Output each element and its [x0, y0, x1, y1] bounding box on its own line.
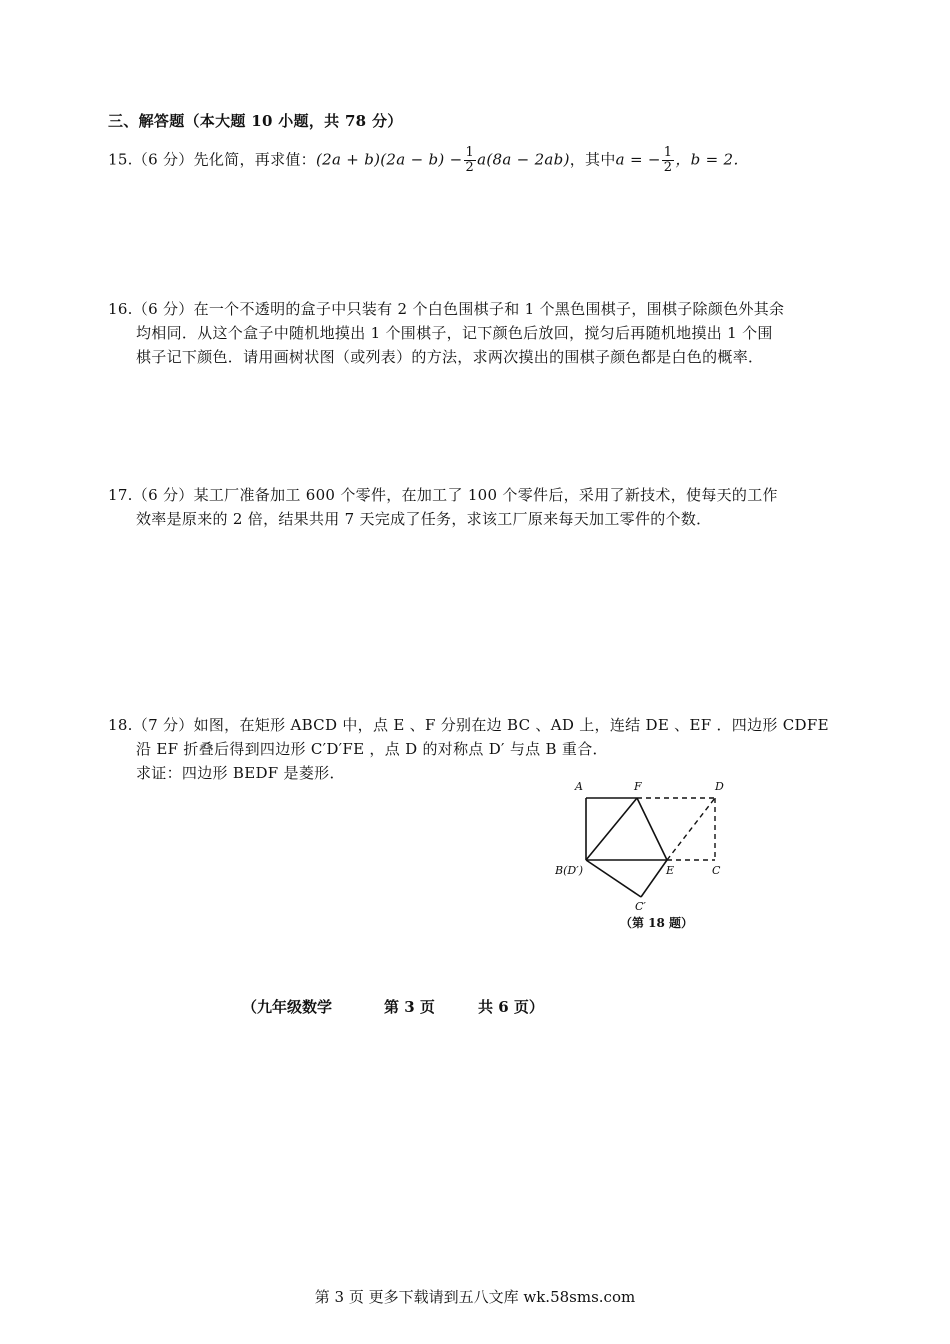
q15-a-num: 1	[663, 145, 673, 160]
edge-FE	[637, 798, 667, 860]
footer-total: 共 6 页）	[478, 998, 544, 1016]
edge-ED-dashed	[667, 798, 715, 860]
edge-C-prime-E	[641, 860, 667, 897]
q15-fraction	[464, 146, 477, 175]
q15-b-eq: ，b = 2．	[675, 150, 749, 169]
edge-BF	[586, 798, 637, 860]
q15-a-den: 2	[663, 160, 673, 175]
q15-points: （6 分）	[132, 150, 194, 169]
q15-lead: 先化简，再求值：	[193, 150, 316, 169]
question-15	[108, 146, 749, 175]
label-F: F	[634, 780, 642, 793]
q16-number: 16.	[108, 300, 133, 318]
q17-number: 17.	[108, 486, 133, 504]
label-C-prime: C′	[635, 900, 646, 913]
label-D: D	[715, 780, 724, 793]
q16-line2: 均相同．从这个盒子中随机地摸出 1 个围棋子，记下颜色后放回，搅匀后再随机地摸出 1 个围	[136, 324, 773, 342]
q15-frac-num: 1	[465, 145, 475, 160]
q17-line1: 某工厂准备加工 600 个零件，在加工了 100 个零件后，采用了新技术，使每天的工作	[193, 486, 778, 504]
q17-line2: 效率是原来的 2 倍，结果共用 7 天完成了任务，求该工厂原来每天加工零件的个数．	[136, 510, 712, 528]
q17-points: （6 分）	[132, 486, 194, 504]
q18-line2: 沿 EF 折叠后得到四边形 C′D′FE ，点 D 的对称点 D′ 与点 B 重合．	[136, 740, 608, 758]
footer-subject: （九年级数学	[242, 998, 333, 1016]
q18-points: （7 分）	[132, 716, 194, 734]
label-E: E	[666, 864, 675, 877]
q15-frac-den: 2	[465, 160, 475, 175]
q15-expr-b: a(8a − 2ab)	[477, 150, 570, 169]
q15-a-eq: a = −	[615, 150, 661, 169]
bottom-note: 第 3 页 更多下载请到五八文库 wk.58sms.com	[314, 1288, 636, 1306]
q16-line1: 在一个不透明的盒子中只装有 2 个白色围棋子和 1 个黑色围棋子，围棋子除颜色外其余	[193, 300, 785, 318]
label-A: A	[575, 780, 583, 793]
q15-a-fraction	[662, 146, 675, 175]
q16-line3: 棋子记下颜色．请用画树状图（或列表）的方法，求两次摸出的围棋子颜色都是白色的概率．	[136, 348, 764, 366]
edge-BC-prime	[586, 860, 641, 897]
q15-expr-a: (2a + b)(2a − b) −	[315, 150, 463, 169]
q18-line1: 如图，在矩形 ABCD 中，点 E 、F 分别在边 BC 、AD 上，连结 DE 、EF ．四边形 CDFE	[193, 716, 829, 734]
q16-points: （6 分）	[132, 300, 194, 318]
label-B: B(D′)	[555, 864, 583, 877]
footer-page: 第 3 页	[384, 998, 435, 1016]
q18-number: 18.	[108, 716, 133, 734]
figure-caption: （第 18 题）	[620, 916, 694, 930]
question-16-line-1	[108, 298, 784, 320]
q18-line3: 求证：四边形 BEDF 是菱形．	[136, 764, 345, 782]
question-17-line-1	[108, 484, 778, 506]
label-C: C	[712, 864, 721, 877]
q15-where: ，其中	[569, 150, 616, 169]
question-18-line-1	[108, 714, 829, 736]
q15-number: 15.	[108, 150, 133, 169]
section-title: 三、解答题（本大题 10 小题，共 78 分）	[108, 112, 403, 130]
